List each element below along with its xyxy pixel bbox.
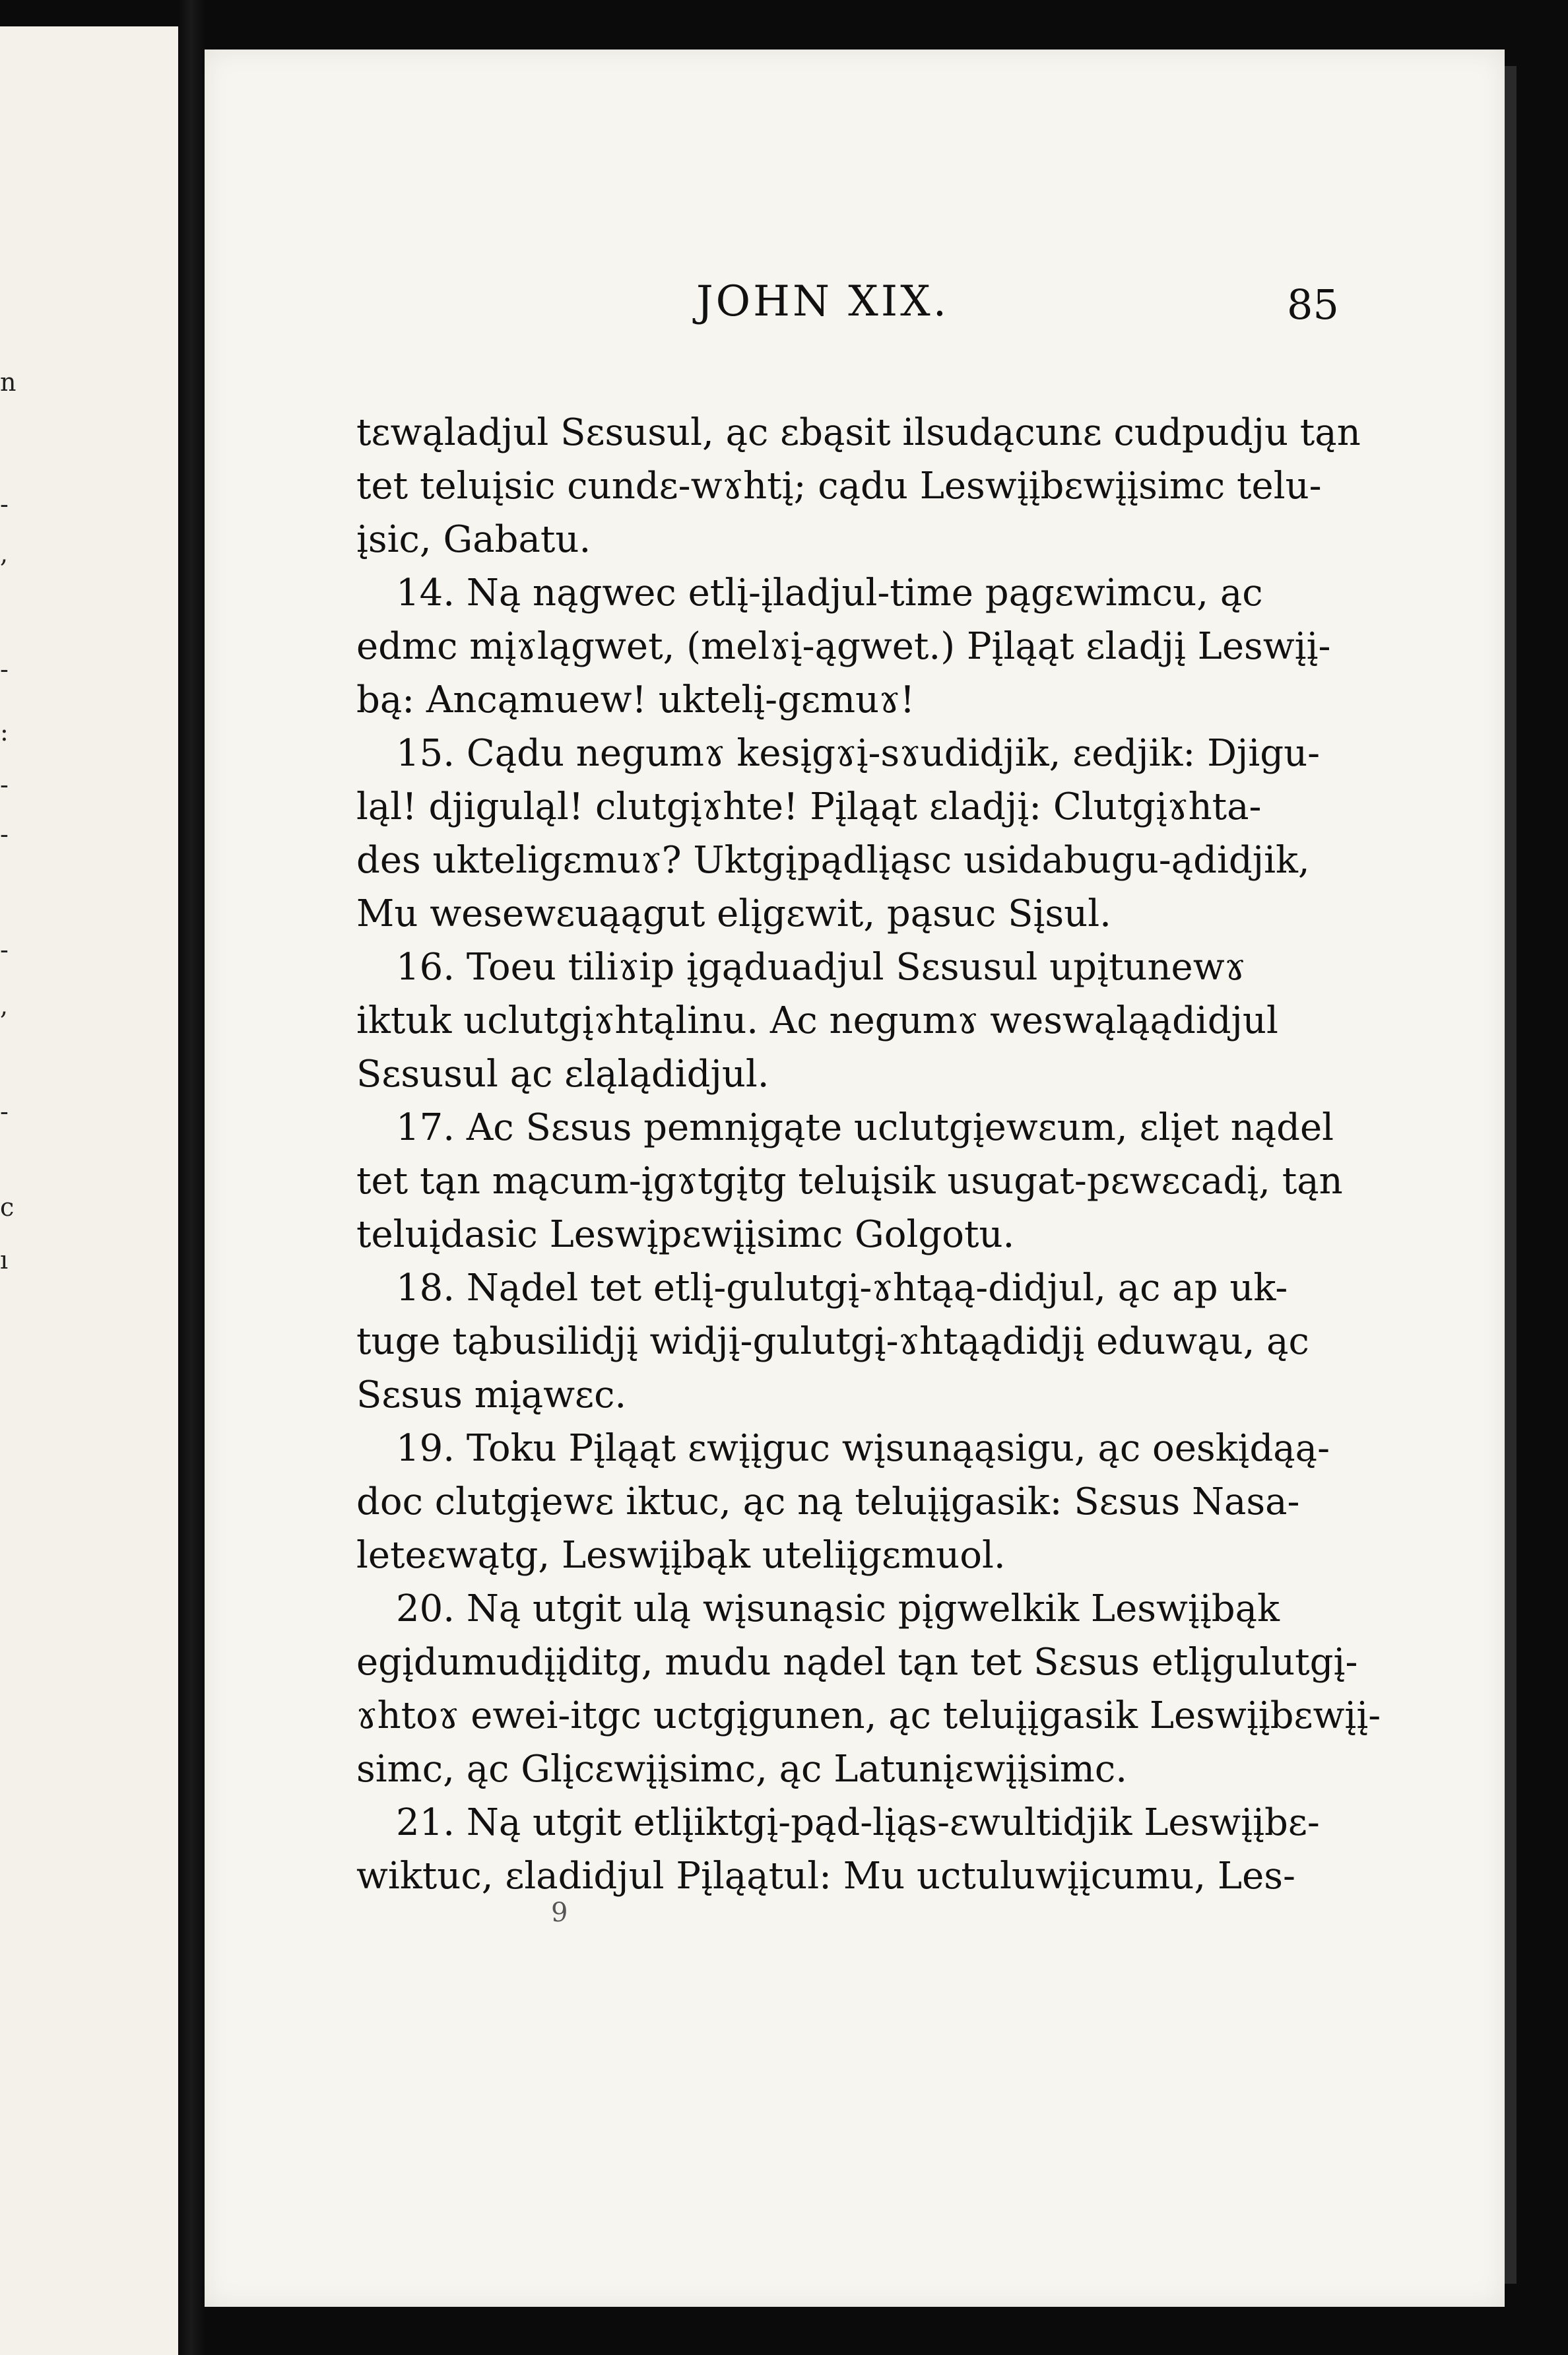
text-line: edmc mįɤlągwet, (melɤį-ągwet.) Pįląąt ɛladjį Leswįį-	[356, 625, 1331, 668]
facing-page-fragment: ı	[0, 1245, 9, 1275]
text-line: simc, ąc Glįcɛwįįsimc, ąc Latunįɛwįįsimc.	[356, 1748, 1128, 1791]
book-gutter	[178, 0, 205, 2355]
text-line: 15. Cądu negumɤ kesįgɤį-sɤudidjik, ɛedjik: Djigu-	[396, 732, 1321, 775]
text-line: tɛwąladjul Sɛsusul, ąc ɛbąsit ilsudącunɛ cudpudju tąn	[356, 411, 1361, 454]
facing-page-fragment: -	[0, 935, 9, 964]
text-line: iktuk uclutgįɤhtąlinu. Ac negumɤ weswąląądidjul	[356, 999, 1278, 1042]
facing-page-fragment: -	[0, 820, 9, 849]
text-line: leteɛwątg, Leswįįbąk uteliįgɛmuol.	[356, 1534, 1006, 1577]
facing-page-text-fragments	[0, 26, 40, 2355]
text-line: tet teluįsic cundɛ-wɤhtį; cądu Leswįįbɛwįįsimc telu-	[356, 465, 1322, 508]
facing-page-fragment: -	[0, 770, 9, 799]
text-line: ɤhtoɤ ewei-itgc uctgįgunen, ąc teluįįgasik Leswįįbɛwįį-	[356, 1694, 1381, 1737]
text-line: Sɛsus mįąwɛc.	[356, 1374, 627, 1416]
page-edge-shadow	[1505, 66, 1517, 2284]
text-line: bą: Ancąmuew! uktelį-gɛmuɤ!	[356, 679, 915, 721]
text-line: 21. Ną utgit etlįiktgį-pąd-lįąs-ɛwultidjik Leswįįbɛ-	[396, 1801, 1320, 1844]
text-line: 14. Ną nągwec etlį-įladjul-time pągɛwimcu, ąc	[396, 572, 1263, 614]
text-line: teluįdasic Leswįpɛwįįsimc Golgotu.	[356, 1213, 1015, 1256]
body-text	[356, 406, 1508, 1903]
book-page	[205, 50, 1505, 2307]
facing-page-fragment: -	[0, 490, 9, 519]
text-line: Mu wesewɛuąągut elįgɛwit, pąsuc Sįsul.	[356, 892, 1111, 935]
facing-page-fragment: ,	[0, 991, 9, 1020]
facing-page-fragment: n	[0, 368, 16, 397]
text-line: ląl! djiguląl! clutgįɤhte! Pįląąt ɛladjį: Clutgįɤhta-	[356, 785, 1262, 828]
facing-page-fragment: :	[0, 717, 9, 746]
text-line: Sɛsusul ąc ɛląlądidjul.	[356, 1053, 769, 1096]
text-line: 17. Ac Sɛsus pemnįgąte uclutgįewɛum, ɛlįet nądel	[396, 1106, 1334, 1149]
text-line: tet tąn mącum-įgɤtgįtg teluįsik usugat-pɛwɛcadį, tąn	[356, 1160, 1343, 1203]
text-line: 20. Ną utgit ulą wįsunąsic pįgwelkik Leswįįbąk	[396, 1587, 1280, 1630]
text-line: egįdumudįįditg, mudu nądel tąn tet Sɛsus etlįgulutgį-	[356, 1641, 1358, 1684]
text-line: 18. Nądel tet etlį-gulutgį-ɤhtąą-didjul, ąc ap uk-	[396, 1267, 1288, 1310]
page-number: 85	[1287, 281, 1339, 329]
text-line: įsic, Gabatu.	[356, 518, 591, 561]
facing-page-fragment: c	[0, 1193, 15, 1222]
facing-page-fragment: -	[0, 655, 9, 684]
facing-page-fragment: ,	[0, 539, 9, 568]
text-line: des ukteligɛmuɤ? Uktgįpądlįąsc usidabugu-ądidjik,	[356, 839, 1310, 882]
signature-mark: 9	[551, 1898, 568, 1928]
text-line: tuge tąbusilidjį widjį-gulutgį-ɤhtąądidjį eduwąu, ąc	[356, 1320, 1309, 1363]
text-line: doc clutgįewɛ iktuc, ąc ną teluįįgasik: Sɛsus Nasa-	[356, 1480, 1300, 1523]
text-line: 16. Toeu tiliɤip įgąduadjul Sɛsusul upįtunewɤ	[396, 946, 1246, 989]
facing-page-edge	[0, 26, 178, 2355]
running-title: JOHN XIX.	[696, 277, 950, 326]
text-line: 19. Toku Pįląąt ɛwįįguc wįsunąąsigu, ąc oeskįdąą-	[396, 1427, 1330, 1470]
facing-page-fragment: -	[0, 1097, 9, 1126]
text-line: wiktuc, ɛladidjul Pįląątul: Mu uctuluwįįcumu, Les-	[356, 1855, 1295, 1898]
